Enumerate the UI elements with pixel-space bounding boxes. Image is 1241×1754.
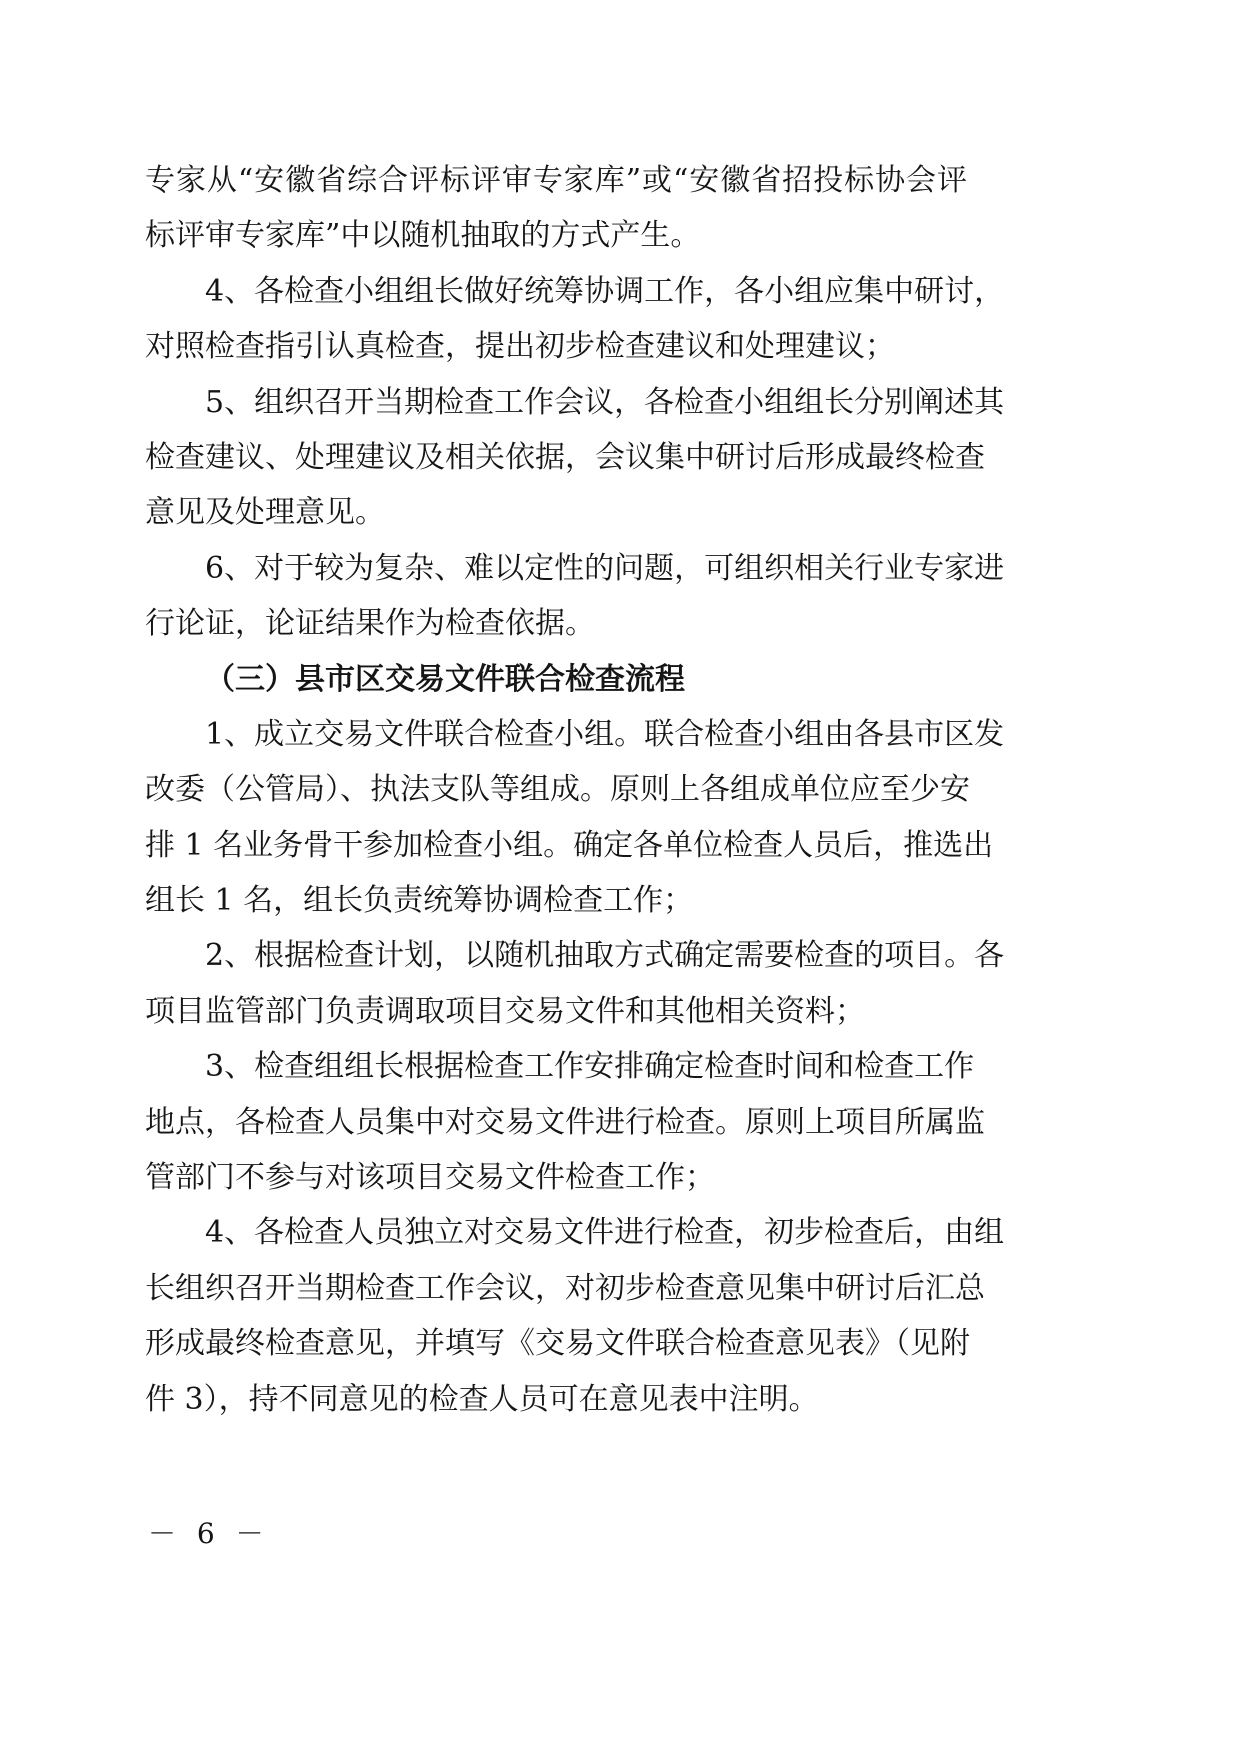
text-line: 1、成立交易文件联合检查小组。联合检查小组由各县市区发 [205,716,1005,752]
text-line: 地点，各检查人员集中对交易文件进行检查。原则上项目所属监 [145,1104,985,1140]
paragraph [145,375,1005,541]
paragraph [145,153,967,264]
text-line: 改委（公管局）、执法支队等组成。原则上各组成单位应至少安 [145,772,970,808]
text-line: 长组织召开当期检查工作会议，对初步检查意见集中研讨后汇总 [145,1270,985,1306]
text-line: 检查建议、处理建议及相关依据，会议集中研讨后形成最终检查 [145,439,985,475]
text-line: 5、组织召开当期检查工作会议，各检查小组组长分别阐述其 [205,384,1005,420]
text-line: 4、各检查人员独立对交易文件进行检查，初步检查后，由组 [205,1215,1005,1251]
text-line: 意见及处理意见。 [145,495,385,531]
paragraph [145,541,1005,652]
text-line: 管部门不参与对该项目交易文件检查工作； [145,1160,715,1196]
text-line: 排 1 名业务骨干参加检查小组。确定各单位检查人员后，推选出 [145,827,994,863]
section-heading [145,652,967,707]
text-line: 4、各检查小组组长做好统筹协调工作，各小组应集中研讨， [205,273,1005,309]
text-line: 件 3），持不同意见的检查人员可在意见表中注明。 [145,1381,819,1417]
document-body [145,153,1005,1427]
paragraph [145,1205,1005,1427]
text-line: 6、对于较为复杂、难以定性的问题，可组织相关行业专家进 [205,550,1005,586]
text-line: 标评审专家库”中以随机抽取的方式产生。 [145,218,701,254]
paragraph [145,1039,985,1205]
text-line: （三）县市区交易文件联合检查流程 [205,661,685,697]
text-line: 行论证，论证结果作为检查依据。 [145,606,595,642]
text-line: 对照检查指引认真检查，提出初步检查建议和处理建议； [145,329,895,365]
paragraph [145,707,1005,929]
text-line: 组长 1 名，组长负责统筹协调检查工作； [145,883,694,919]
text-line: 形成最终检查意见，并填写《交易文件联合检查意见表》（见附 [145,1326,970,1362]
paragraph [145,928,1005,1039]
text-line: 项目监管部门负责调取项目交易文件和其他相关资料； [145,993,865,1029]
text-line: 2、根据检查计划，以随机抽取方式确定需要检查的项目。各 [205,938,1005,974]
text-line: 3、检查组组长根据检查工作安排确定检查时间和检查工作 [205,1049,975,1085]
page-number: － 6 － [148,1517,270,1550]
text-line: 专家从“安徽省综合评标评审专家库”或“安徽省招投标协会评 [145,163,967,198]
paragraph [145,264,1005,375]
